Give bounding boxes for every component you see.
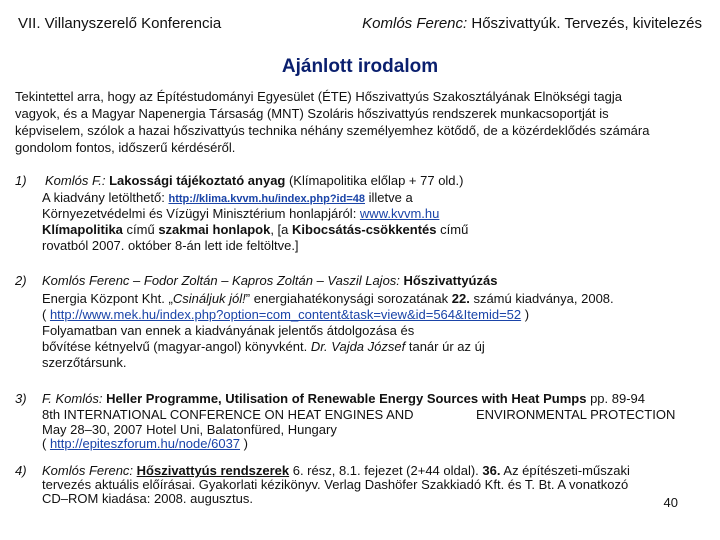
presentation-header — [362, 15, 702, 32]
intro-line: Tekintettel arra, hogy az Építéstudományi Egyesület (ÉTE) Hőszivattyús Szakosztályának Elnökségi tagja — [15, 89, 622, 104]
intro-line: gondolom fontos, időszerű kérdéséről. — [15, 140, 236, 155]
header-author: Komlós Ferenc: — [362, 15, 468, 32]
page-title: Ajánlott irodalom — [281, 56, 439, 77]
reference-number: 4) — [15, 463, 27, 478]
reference-4: 4) Komlós Ferenc: Hőszivattyús rendszerek 6. rész, 8.1. fejezet (2+44 oldal). 36. Az építészeti-műszaki tervezés aktuális előírásai. Gyakorlati kézikönyv. Verlag Dashöfer Szakkiadó Kft. és T. Bt. A vonatkozó CD–ROM kiadása: 2008. augusztus. — [15, 463, 630, 506]
reference-3: 3) F. Komlós: Heller Programme, Utilisation of Renewable Energy Sources with Heat Pumps pp. 89-94 8th INTERNATIONAL CONFERENCE ON HEAT ENGINES AND ENVIRONMENTAL PROTECTION May 28–30, 2007 Hotel Uni, Balatonfüred, Hungary ( http://epiteszforum.hu/node/6037 ) — [15, 391, 676, 451]
mek-link[interactable]: http://www.mek.hu/index.php?option=com_content&task=view&id=564&Itemid=52 — [49, 307, 522, 322]
kvvm-link[interactable]: www.kvvm.hu — [359, 206, 440, 221]
reference-number: 2) — [15, 273, 27, 288]
intro-line: vagyok, és a Magyar Napenergia Társaság (MNT) Szoláris hőszivattyús rendszerek munkacsoportját is — [15, 106, 609, 121]
reference-number: 1) — [15, 173, 27, 188]
intro-line: képviselem, szólok a hazai hőszivattyús technika néhány személyemhez kötődő, de a közérdeklődés számára — [15, 123, 650, 138]
page-number: 40 — [663, 495, 678, 510]
reference-2: 2) Komlós Ferenc – Fodor Zoltán – Kapros Zoltán – Vaszil Lajos: Hőszivattyúzás Energia Központ Kht. „Csináljuk jól!” energiahatékonysági sorozatának 22. számú kiadványa, 2008. ( http://www.mek.hu/index.php?option=com_content&task=view&id=564&Itemid=52 ) Folyamatban van ennek a kiadványának jelentős átdolgozása és bővítése kétnyelvű (magyar-angol) könyvként. Dr. Vajda József tanár úr az új szerzőtársunk. — [15, 273, 614, 370]
reference-title: Hőszivattyús rendszerek — [136, 463, 290, 478]
reference-title: Heller Programme, Utilisation of Renewable Energy Sources with Heat Pumps — [106, 391, 587, 406]
reference-title: Lakossági tájékoztató anyag — [109, 173, 286, 188]
reference-1: 1) Komlós F.: Lakossági tájékoztató anyag (Klímapolitika előlap + 77 old.) A kiadvány letölthető: http://klima.kvvm.hu/index.php?id=48 illetve a Környezetvédelmi és Vízügyi Minisztérium honlapjáról: www.kvvm.hu Klímapolitika című szakmai honlapok, [a Kibocsátás-csökkentés című rovatból 2007. október 8-án lett ide feltöltve.] — [15, 173, 469, 253]
conference-header: VII. Villanyszerelő Konferencia — [18, 15, 222, 32]
intro-paragraph — [15, 88, 715, 156]
header-title: Hőszivattyúk. Tervezés, kivitelezés — [467, 15, 702, 32]
klima-link[interactable]: http://klima.kvvm.hu/index.php?id=48 — [168, 193, 365, 205]
epiteszforum-link[interactable]: http://epiteszforum.hu/node/6037 — [49, 436, 241, 451]
reference-number: 3) — [15, 391, 27, 406]
reference-title: Hőszivattyúzás — [403, 273, 498, 288]
